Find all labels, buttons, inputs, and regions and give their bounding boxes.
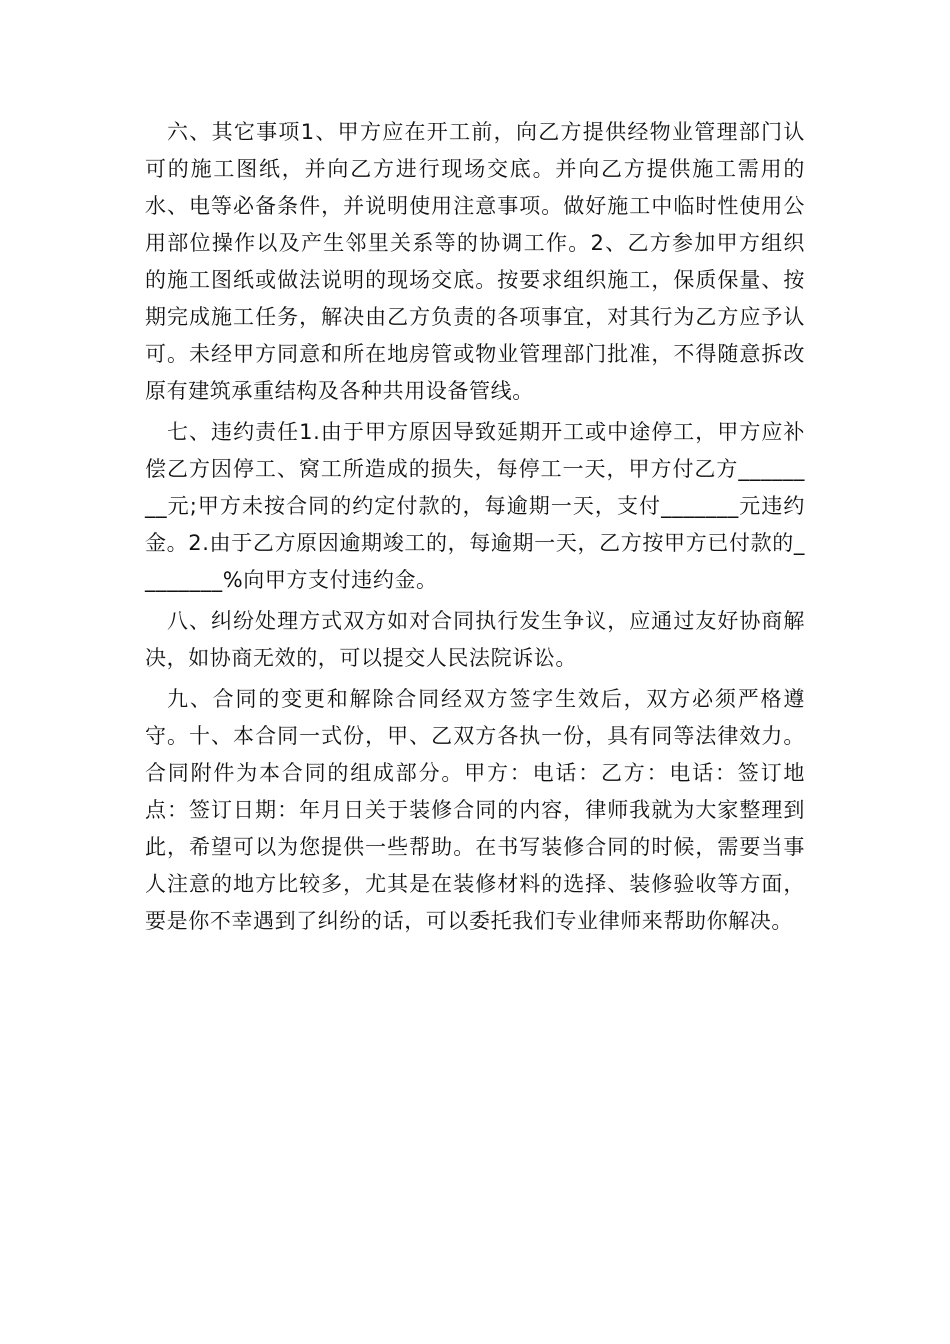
paragraph-section-6: 六、其它事项1、甲方应在开工前，向乙方提供经物业管理部门认可的施工图纸，并向乙方进行现场交底。并向乙方提供施工需用的水、电等必备条件，并说明使用注意事项。做好施工中临时性使用公用部位操作以及产生邻里关系等的协调工作。2、乙方参加甲方组织的施工图纸或做法说明的现场交底。按要求组织施工，保质保量、按期完成施工任务，解决由乙方负责的各项事宜，对其行为乙方应予认可。未经甲方同意和所在地房管或物业管理部门批准，不得随意拆改原有建筑承重结构及各种共用设备管线。 (145, 120, 805, 403)
paragraph-section-7: 七、违约责任1.由于甲方原因导致延期开工或中途停工，甲方应补偿乙方因停工、窝工所造成的损失，每停工一天，甲方付乙方________元;甲方未按合同的约定付款的，每逾期一天，支付_______元违约金。2.由于乙方原因逾期竣工的，每逾期一天，乙方按甲方已付款的________%向甲方支付违约金。 (145, 420, 805, 592)
document-body (145, 114, 805, 944)
paragraph-section-8: 八、纠纷处理方式双方如对合同执行发生争议，应通过友好协商解决，如协商无效的，可以提交人民法院诉讼。 (145, 609, 805, 670)
paragraph-section-9: 九、合同的变更和解除合同经双方签字生效后，双方必须严格遵守。十、本合同一式份，甲、乙双方各执一份，具有同等法律效力。合同附件为本合同的组成部分。甲方：电话：乙方：电话：签订地点：签订日期：年月日关于装修合同的内容，律师我就为大家整理到此，希望可以为您提供一些帮助。在书写装修合同的时候，需要当事人注意的地方比较多，尤其是在装修材料的选择、装修验收等方面，要是你不幸遇到了纠纷的话，可以委托我们专业律师来帮助你解决。 (145, 687, 805, 933)
